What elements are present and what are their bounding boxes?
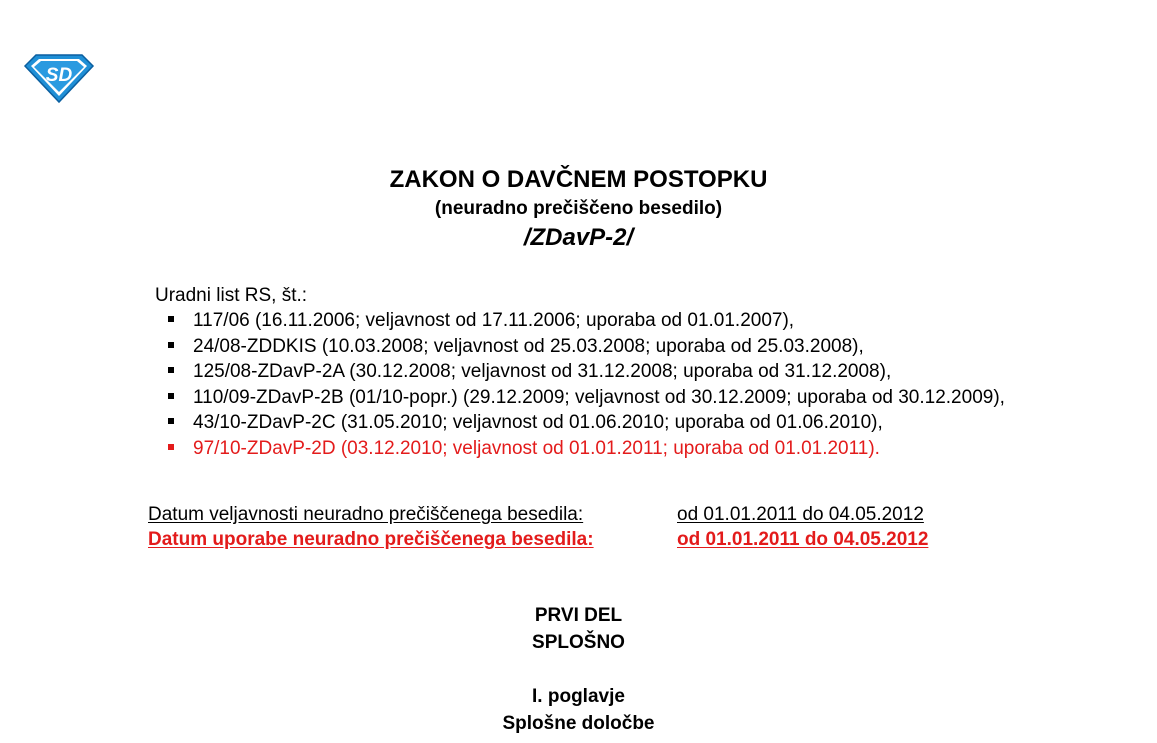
gazette-item-text: 110/09-ZDavP-2B (01/10-popr.) (29.12.2009; veljavnost od 30.12.2009; uporaba od 30.12.2009), bbox=[193, 386, 1005, 408]
application-value: od 01.01.2011 do 04.05.2012 bbox=[677, 529, 929, 550]
chapter-name: Splošne določbe bbox=[502, 713, 655, 734]
chapter-number: I. poglavje bbox=[532, 686, 625, 707]
document-header bbox=[0, 165, 1157, 253]
gazette-list-item-latest bbox=[155, 436, 1033, 462]
validity-label: Datum veljavnosti neuradno prečiščenega besedila: bbox=[148, 504, 584, 525]
gazette-list-item bbox=[155, 359, 1033, 385]
gazette-item-text: 125/08-ZDavP-2A (30.12.2008; veljavnost od 31.12.2008; uporaba od 31.12.2008), bbox=[193, 361, 892, 382]
document-abbreviation: /ZDavP-2/ bbox=[523, 224, 634, 251]
gazette-list-item bbox=[155, 410, 1033, 436]
bullet-square-icon bbox=[168, 393, 174, 399]
gazette-item-text: 117/06 (16.11.2006; veljavnost od 17.11.2006; uporaba od 01.01.2007), bbox=[193, 310, 795, 331]
gazette-item-text: 24/08-ZDDKIS (10.03.2008; veljavnost od 25.03.2008; uporaba od 25.03.2008), bbox=[193, 335, 864, 357]
gazette-list-item bbox=[155, 385, 1033, 411]
bullet-square-icon bbox=[168, 444, 174, 450]
gazette-item-text: 97/10-ZDavP-2D (03.12.2010; veljavnost od 01.01.2011; uporaba od 01.01.2011). bbox=[193, 437, 880, 459]
document-title: ZAKON O DAVČNEM POSTOPKU bbox=[389, 166, 768, 193]
application-label: Datum uporabe neuradno prečiščenega besedila: bbox=[148, 529, 594, 550]
bullet-square-icon bbox=[168, 418, 174, 424]
gazette-list bbox=[155, 308, 1055, 461]
part-heading bbox=[0, 602, 1157, 656]
publisher-logo bbox=[22, 52, 96, 104]
document-subtitle: (neuradno prečiščeno besedilo) bbox=[434, 198, 723, 219]
bullet-square-icon bbox=[168, 342, 174, 348]
bullet-square-icon bbox=[168, 367, 174, 373]
bullet-square-icon bbox=[168, 316, 174, 322]
part-number: PRVI DEL bbox=[534, 605, 623, 626]
part-name: SPLOŠNO bbox=[532, 632, 625, 653]
official-gazette-references bbox=[155, 284, 1055, 461]
validity-value: od 01.01.2011 do 04.05.2012 bbox=[677, 504, 924, 525]
gazette-label: Uradni list RS, št.: bbox=[155, 285, 308, 306]
gazette-list-item bbox=[155, 334, 1033, 360]
sd-shield-icon bbox=[22, 52, 96, 104]
gazette-list-item bbox=[155, 308, 1033, 334]
logo-text: SD bbox=[45, 65, 73, 86]
gazette-item-text: 43/10-ZDavP-2C (31.05.2010; veljavnost od 01.06.2010; uporaba od 01.06.2010), bbox=[193, 412, 883, 433]
chapter-heading bbox=[0, 683, 1157, 737]
